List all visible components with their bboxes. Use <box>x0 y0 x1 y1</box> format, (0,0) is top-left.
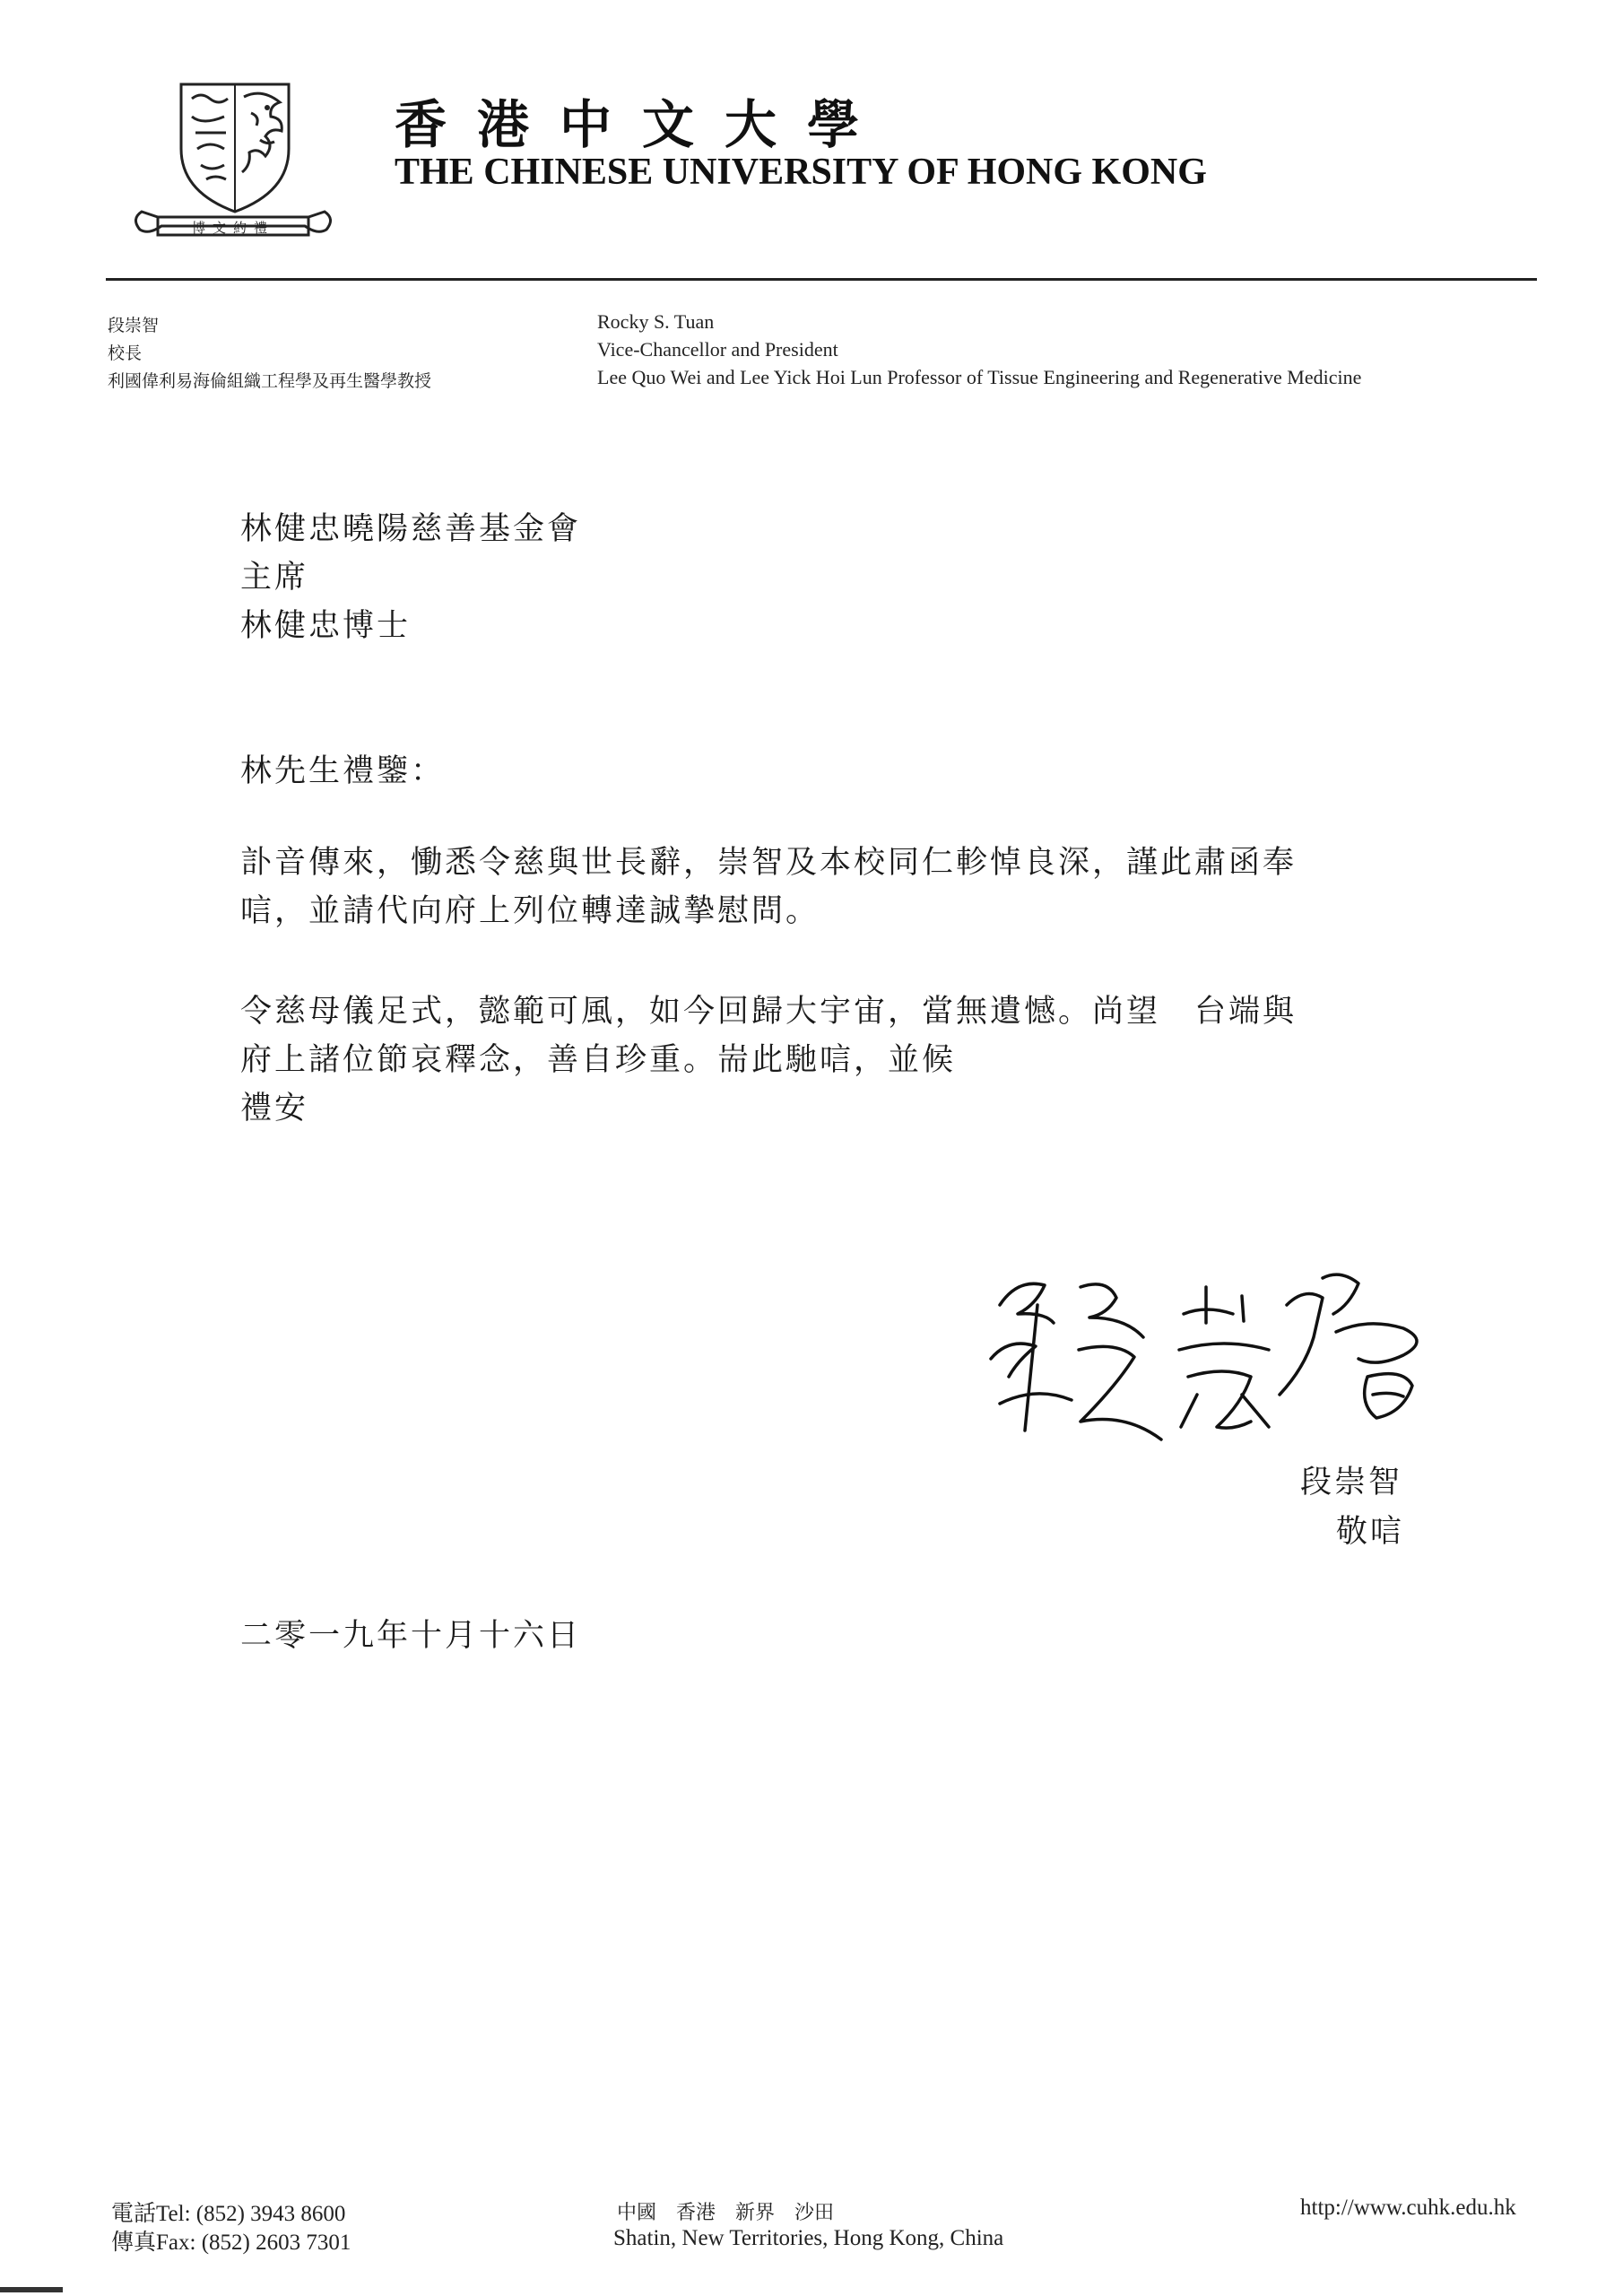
footer-website: http://www.cuhk.edu.hk <box>1300 2196 1516 2220</box>
sender-name-zh: 段崇智 <box>108 316 160 335</box>
footer-address-en: Shatin, New Territories, Hong Kong, China <box>613 2226 1004 2250</box>
paragraph-2-line-2: 府上諸位節哀釋念，善自珍重。耑此馳唁，並候 <box>240 1042 957 1078</box>
sender-title-zh: 校長 <box>108 344 143 363</box>
sender-chair-zh: 利國偉利易海倫組織工程學及再生醫學教授 <box>108 371 432 391</box>
university-name-english: THE CHINESE UNIVERSITY OF HONG KONG <box>395 152 1207 193</box>
paragraph-1-line-2: 唁，並請代向府上列位轉達誠摯慰問。 <box>240 893 820 929</box>
header-divider <box>106 278 1537 281</box>
university-crest-logo <box>126 77 341 248</box>
sender-title-en: Vice-Chancellor and President <box>597 338 838 361</box>
recipient-organization: 林健忠曉陽慈善基金會 <box>240 511 582 547</box>
sender-chair-en: Lee Quo Wei and Lee Yick Hoi Lun Professor of Tissue Engineering and Regenerative Medicine <box>597 366 1362 388</box>
footer-address-zh: 中國 香港 新界 沙田 <box>617 2202 835 2224</box>
letter-date: 二零一九年十月十六日 <box>240 1618 582 1654</box>
salutation: 林先生禮鑒： <box>240 753 446 789</box>
sender-name-en: Rocky S. Tuan <box>597 310 715 333</box>
scan-edge-mark <box>0 2287 63 2292</box>
paragraph-1-line-1: 訃音傳來，慟悉令慈與世長辭，崇智及本校同仁軫悼良深，謹此肅函奉 <box>240 845 1298 881</box>
signoff-phrase: 敬唁 <box>1336 1514 1405 1550</box>
closing-greeting: 禮安 <box>240 1091 309 1126</box>
handwritten-signature <box>982 1251 1439 1453</box>
paragraph-2-line-1: 令慈母儀足式，懿範可風，如今回歸大宇宙，當無遺憾。尚望 台端與 <box>240 994 1298 1030</box>
signoff-name: 段崇智 <box>1300 1465 1403 1500</box>
crest-motto: 博文約禮 <box>191 220 275 236</box>
footer-telephone: 電話Tel: (852) 3943 8600 <box>111 2202 346 2226</box>
recipient-name: 林健忠博士 <box>240 608 412 644</box>
footer-fax: 傳真Fax: (852) 2603 7301 <box>111 2231 352 2255</box>
university-name-chinese: 香港中文大學 <box>395 94 890 155</box>
recipient-position: 主席 <box>240 560 309 596</box>
